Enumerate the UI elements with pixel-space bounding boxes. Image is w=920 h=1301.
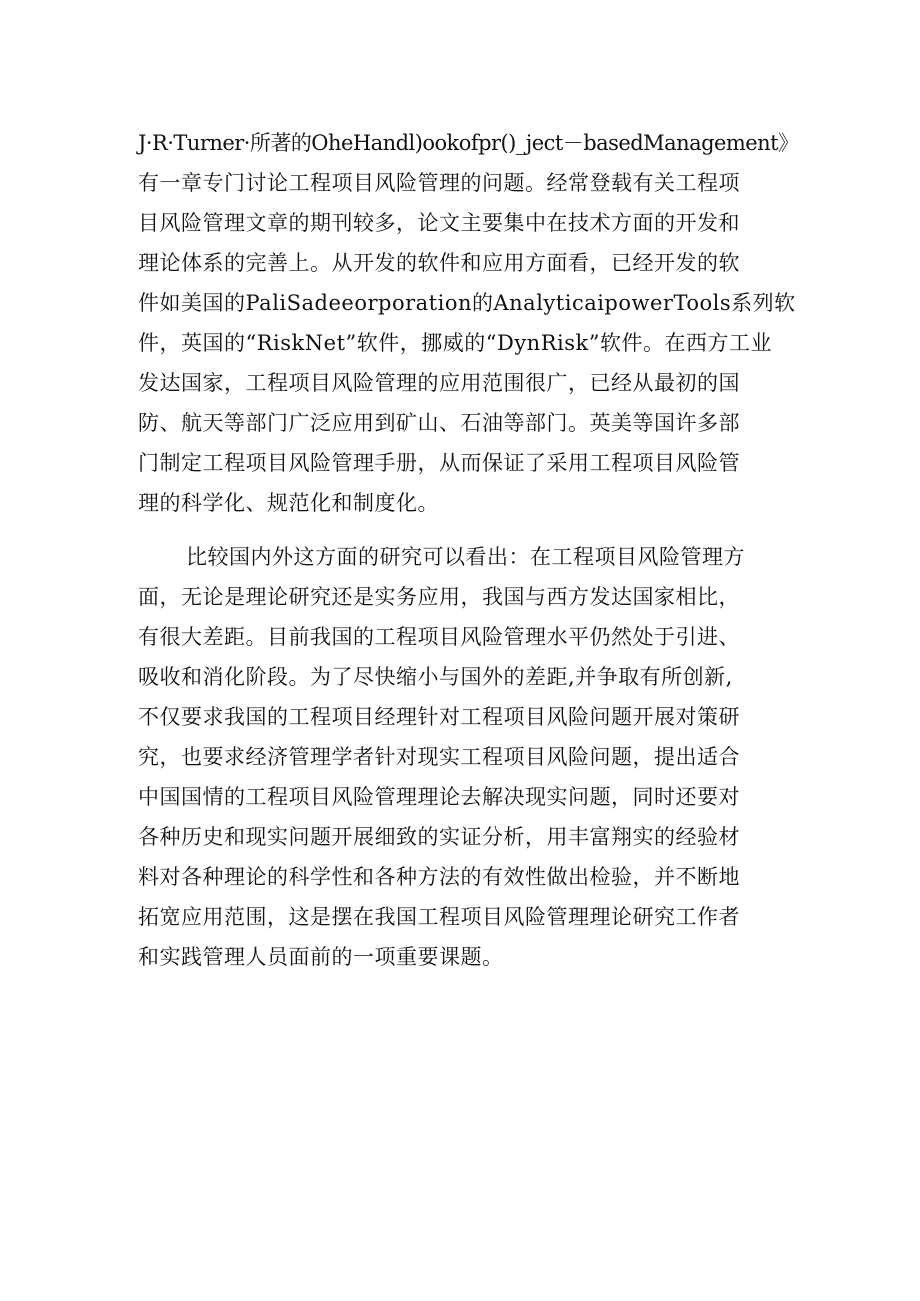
paragraph-line: 防、航天等部门广泛应用到矿山、石油等部门。英美等国许多部 [138, 411, 740, 435]
paragraph-line: 目风险管理文章的期刊较多，论文主要集中在技术方面的开发和 [138, 211, 740, 235]
paragraph-line: 料对各种理论的科学性和各种方法的有效性做出检验，并不断地 [138, 865, 740, 889]
paragraph-line: 理的科学化、规范化和制度化。 [138, 491, 439, 515]
paragraph-line: 比较国内外这方面的研究可以看出：在工程项目风险管理方 [186, 545, 745, 569]
paragraph-line: 不仅要求我国的工程项目经理针对工程项目风险问题开展对策研 [138, 705, 740, 729]
paragraph-line: 究，也要求经济管理学者针对现实工程项目风险问题，提出适合 [138, 745, 740, 769]
paragraph-line: 面，无论是理论研究还是实务应用，我国与西方发达国家相比， [138, 585, 740, 609]
paragraph-line: 件如美国的PaliSadeeorporation的AnalyticaipowerTools系列软 [138, 291, 796, 315]
paragraph-line: 有很大差距。目前我国的工程项目风险管理水平仍然处于引进、 [138, 625, 740, 649]
paragraph-line: 拓宽应用范围，这是摆在我国工程项目风险管理理论研究工作者 [138, 905, 740, 929]
paragraph-line: 和实践管理人员面前的一项重要课题。 [138, 945, 504, 969]
paragraph-line: 中国国情的工程项目风险管理理论去解决现实问题，同时还要对 [138, 785, 740, 809]
paragraph-line: 件，英国的“RiskNet”软件，挪威的“DynRisk”软件。在西方工业 [138, 331, 772, 355]
paragraph-line: 吸收和消化阶段。为了尽快缩小与国外的差距,并争取有所创新, [138, 665, 733, 689]
paragraph-line: 发达国家，工程项目风险管理的应用范围很广，已经从最初的国 [138, 371, 740, 395]
paragraph-line: 有一章专门讨论工程项目风险管理的问题。经常登载有关工程项 [138, 171, 740, 195]
paragraph-line: 门制定工程项目风险管理手册，从而保证了采用工程项目风险管 [138, 451, 740, 475]
paragraph-line: J·R·Turner·所著的OheHandl)ookofpr()_ject－basedManagement》 [138, 131, 799, 155]
paragraph-line: 理论体系的完善上。从开发的软件和应用方面看，已经开发的软 [138, 251, 740, 275]
paragraph-line: 各种历史和现实问题开展细致的实证分析，用丰富翔实的经验材 [138, 825, 740, 849]
